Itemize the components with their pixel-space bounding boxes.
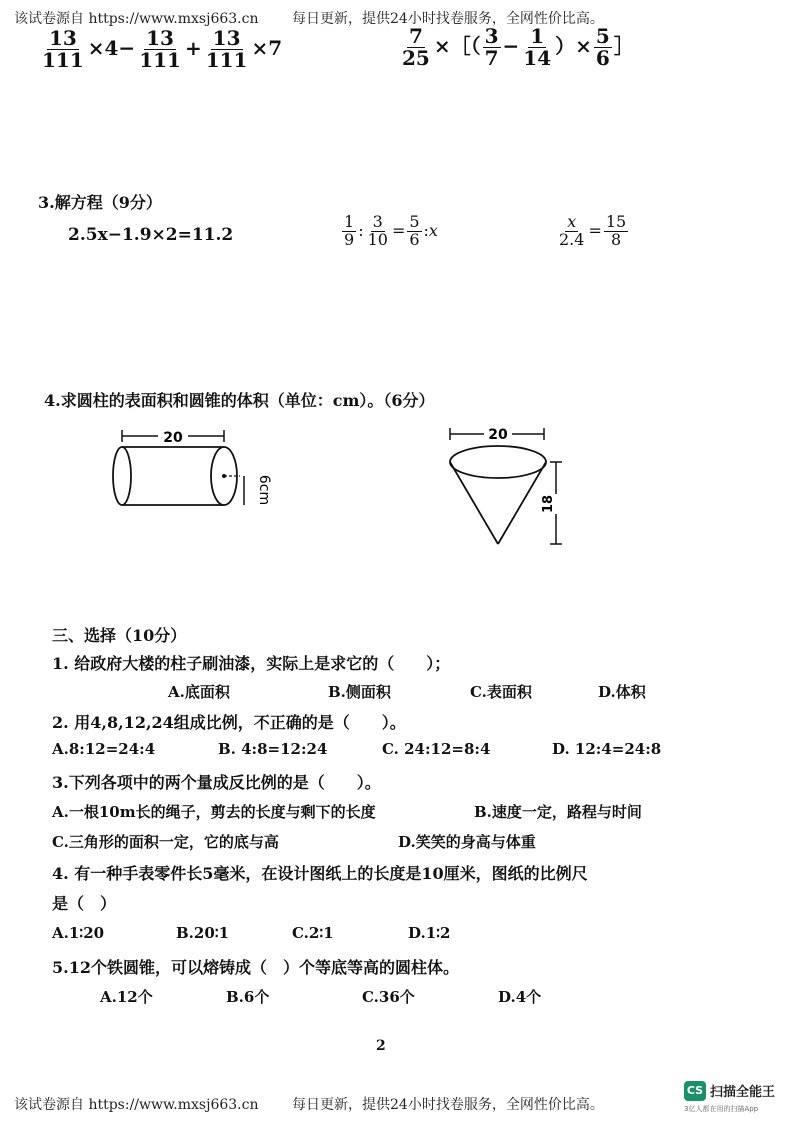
cone-base: [450, 446, 546, 478]
q5-option-d: D.4个: [498, 988, 542, 1006]
question-4-line-2: 是（ ）: [52, 894, 117, 913]
question-4-line-1: 4. 有一种手表零件长5毫米，在设计图纸上的长度是10厘米，图纸的比例尺: [52, 864, 588, 883]
q1-option-a: A.底面积: [168, 683, 230, 701]
header-source: 该试卷源自 https://www.mxsj663.cn: [14, 11, 259, 27]
q4-option-a: A.1∶20: [52, 924, 105, 942]
page-number: 2: [376, 1038, 386, 1054]
footer-source: 该试卷源自 https://www.mxsj663.cn: [14, 1097, 259, 1113]
cylinder-figure: [100, 420, 280, 520]
cylinder-left-base: [113, 447, 131, 505]
section-title-equations: 3.解方程（9分）: [38, 193, 162, 212]
question-1: 1. 给政府大楼的柱子刷油漆，实际上是求它的（ ）；: [52, 654, 451, 673]
scanner-logo-icon: CS: [684, 1081, 706, 1101]
q4-option-b: B.20∶1: [176, 924, 230, 942]
q3-option-b: B.速度一定，路程与时间: [474, 803, 642, 821]
q5-option-b: B.6个: [226, 988, 270, 1006]
q3-option-a: A.一根10m长的绳子，剪去的长度与剩下的长度: [52, 803, 376, 821]
cylinder-radius-label: 6cm: [256, 474, 272, 506]
q2-option-d: D. 12:4=24:8: [552, 740, 662, 758]
q3-option-d: D.笑笑的身高与体重: [398, 833, 536, 851]
q4-option-c: C.2∶1: [292, 924, 334, 942]
question-5: 5.12个铁圆锥，可以熔铸成（ ）个等底等高的圆柱体。: [52, 958, 459, 977]
cylinder-length-label: 20: [163, 430, 183, 446]
question-2: 2. 用4,8,12,24组成比例，不正确的是（ ）。: [52, 713, 406, 732]
q1-option-c: C.表面积: [470, 683, 532, 701]
header-notice: 每日更新，提供24小时找卷服务，全网性价比高。: [292, 11, 604, 27]
footer-notice: 每日更新，提供24小时找卷服务，全网性价比高。: [292, 1097, 604, 1113]
q1-option-b: B.侧面积: [328, 683, 391, 701]
cone-height-label: 18: [541, 494, 556, 514]
q5-option-c: C.36个: [362, 988, 415, 1006]
equation-1: 2.5x−1.9×2=11.2: [68, 225, 234, 245]
q3-option-c: C.三角形的面积一定，它的底与高: [52, 833, 279, 851]
cone-diameter-label: 20: [488, 427, 508, 443]
q2-option-a: A.8:12=24:4: [52, 740, 156, 758]
scanner-logo: [684, 1080, 788, 1116]
equation-2: $\frac{1}{9}$ : $\frac{3}{10}$ = $\frac{5}{6}$ :x: [344, 212, 438, 249]
q1-option-d: D.体积: [598, 683, 646, 701]
calc-expression-1: $\frac{13}{111}$ ×4− $\frac{13}{111}$ + $\frac{13}{111}$ ×7: [42, 26, 283, 72]
cone-figure: [440, 420, 570, 555]
section-title-choice: 三、选择（10分）: [52, 626, 187, 645]
calc-expression-2: $\frac{7}{25}$ ×［（ $\frac{3}{7}$ − $\frac{1}{14}$ ）× $\frac{5}{6}$ ］: [402, 24, 634, 70]
scanner-logo-tagline: 3亿人都在用的扫描App: [684, 1105, 759, 1113]
q5-option-a: A.12个: [100, 988, 153, 1006]
scanner-logo-name: 扫描全能王: [710, 1085, 776, 1100]
q2-option-c: C. 24:12=8:4: [382, 740, 491, 758]
q2-option-b: B. 4:8=12:24: [218, 740, 328, 758]
section-title-geometry: 4.求圆柱的表面积和圆锥的体积（单位：cm）。（6分）: [44, 391, 435, 410]
equation-3: $\frac{x}{2.4}$ = $\frac{15}{8}$: [559, 212, 627, 249]
question-3: 3.下列各项中的两个量成反比例的是（ ）。: [52, 773, 381, 792]
q4-option-d: D.1∶2: [408, 924, 451, 942]
